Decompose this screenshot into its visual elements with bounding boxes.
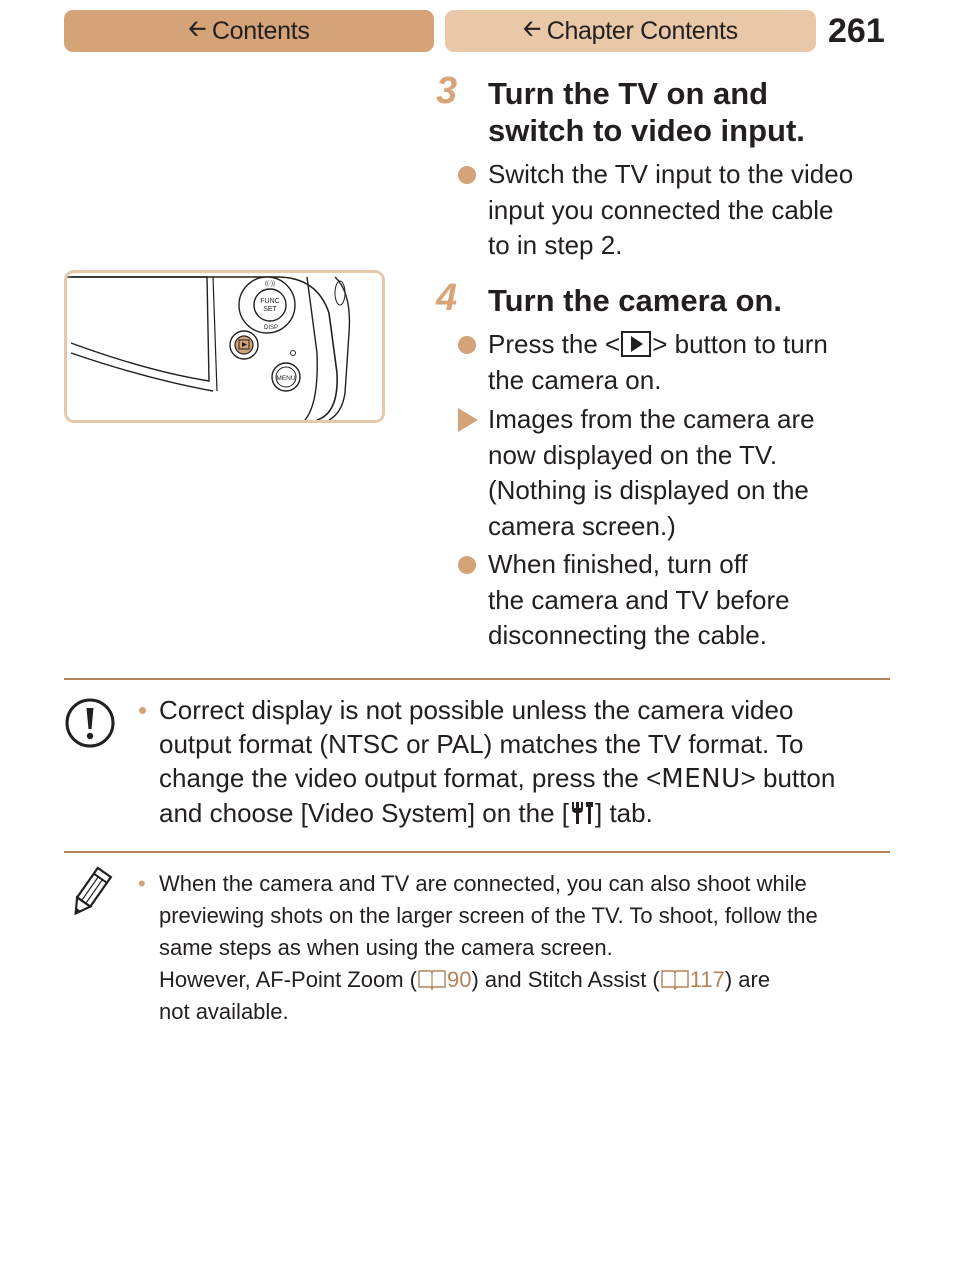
- note-line: output format (NTSC or PAL) matches the TV format. To: [159, 729, 804, 759]
- setup-tab-icon: [569, 800, 595, 826]
- step-3-title: [488, 75, 805, 149]
- contents-button-label: Contents: [211, 16, 310, 45]
- bullet-line: (Nothing is displayed on the: [488, 475, 809, 505]
- page-link-117[interactable]: 117: [689, 967, 725, 992]
- step-3-bullet: [456, 157, 896, 264]
- chapter-contents-button[interactable]: [445, 10, 816, 52]
- step-3-title-line1: Turn the TV on and: [488, 76, 769, 111]
- note-line: previewing shots on the larger screen of the TV. To shoot, follow the: [159, 903, 818, 928]
- arrow-left-icon: 🡠: [188, 16, 206, 41]
- note-text: ) and Stitch Assist (: [471, 967, 660, 992]
- note-text: > button: [740, 763, 836, 793]
- camera-illustration: [64, 270, 385, 423]
- wifi-label: ((⋅)): [265, 281, 275, 287]
- divider: [64, 678, 890, 680]
- note-text: ) are: [724, 967, 771, 992]
- bullet-line: the camera and TV before: [488, 584, 790, 615]
- menu-button-label: MENU: [661, 764, 741, 794]
- bullet-text-pre: Press the <: [488, 329, 621, 359]
- bullet-line: input you connected the cable: [488, 194, 834, 225]
- bullet-dot-icon: [458, 336, 476, 354]
- divider: [64, 851, 890, 853]
- bullet-line: Switch the TV input to the video: [488, 159, 854, 189]
- bullet-text-post: > button to turn: [652, 329, 828, 359]
- bullet-line: now displayed on the TV.: [488, 439, 778, 470]
- note-text: ] tab.: [595, 798, 653, 828]
- menu-label: MENU: [276, 375, 296, 382]
- bullet-dot-icon: [458, 166, 476, 184]
- note-line: not available.: [159, 999, 289, 1024]
- bullet-line: camera screen.): [488, 510, 676, 541]
- bullet-line: to in step 2.: [488, 230, 623, 260]
- bullet-line: disconnecting the cable.: [488, 620, 767, 650]
- step-4-bullet-1: [456, 327, 896, 398]
- caution-note: [136, 693, 896, 830]
- bullet-line: Images from the camera are: [488, 404, 815, 434]
- result-arrow-icon: [458, 408, 478, 432]
- chapter-contents-button-label: Chapter Contents: [546, 16, 738, 45]
- tip-note: [136, 868, 896, 1028]
- step-3-title-line2: switch to video input.: [488, 113, 805, 148]
- contents-button[interactable]: [64, 10, 434, 52]
- func-label: FUNC: [260, 298, 280, 305]
- step-4-title: Turn the camera on.: [488, 283, 782, 318]
- bullet-dot-icon: [458, 556, 476, 574]
- caution-icon: [64, 697, 116, 749]
- note-line: same steps as when using the camera screen.: [159, 935, 613, 960]
- note-line: When the camera and TV are connected, you can also shoot while: [159, 871, 807, 896]
- bullet-line: the camera on.: [488, 364, 662, 395]
- camera-back-drawing: [67, 273, 382, 420]
- step-4-number: 4: [436, 277, 458, 319]
- book-reference-icon: [660, 968, 690, 990]
- pencil-icon: [66, 866, 114, 920]
- arrow-left-icon: 🡠: [523, 16, 541, 41]
- bullet-dot: •: [138, 695, 148, 725]
- note-text: However, AF-Point Zoom (: [159, 967, 417, 992]
- note-text: change the video output format, press the <: [159, 763, 662, 793]
- set-label: SET: [263, 306, 277, 313]
- note-line: Correct display is not possible unless the camera video: [159, 695, 794, 725]
- page-link-90[interactable]: 90: [446, 967, 472, 992]
- disp-label: DISP: [263, 325, 279, 331]
- bullet-line: When finished, turn off: [488, 549, 748, 579]
- bullet-dot: •: [138, 871, 146, 896]
- step-3-number: 3: [436, 70, 458, 112]
- book-reference-icon: [417, 968, 447, 990]
- step-4-bullet-3: [456, 547, 896, 654]
- step-4-bullet-2: [456, 402, 896, 544]
- playback-button-icon: [621, 331, 651, 357]
- page-number: 261: [828, 12, 885, 50]
- note-text: and choose [Video System] on the [: [159, 798, 570, 828]
